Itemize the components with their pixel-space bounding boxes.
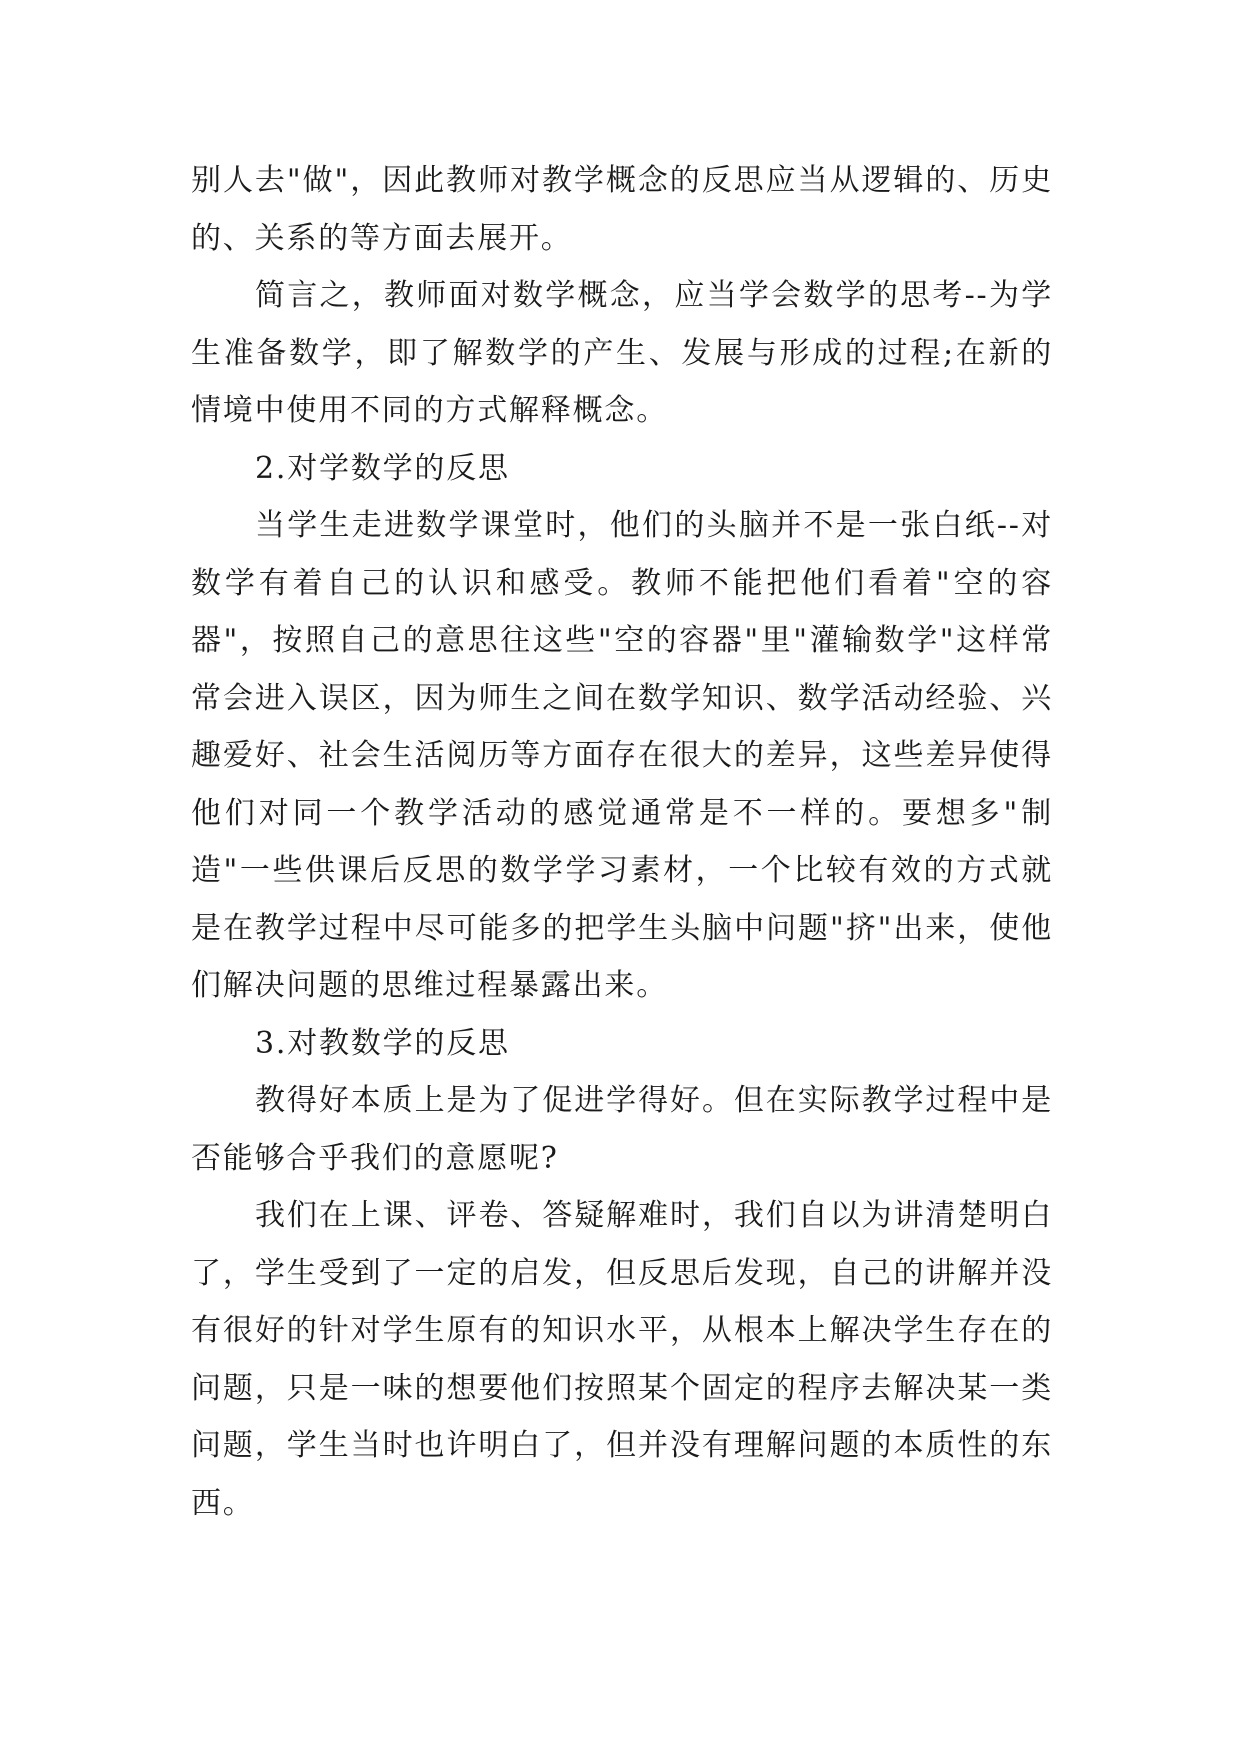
paragraph-learning-math: 当学生走进数学课堂时，他们的头脑并不是一张白纸--对数学有着自己的认识和感受。教师不能把他们看着"空的容器"，按照自己的意思往这些"空的容器"里"灌输数学"这样常常会进入误区，因为师生之间在数学知识、数学活动经验、兴趣爱好、社会生活阅历等方面存在很大的差异，这些差异使得他们对同一个教学活动的感觉通常是不一样的。要想多"制造"一些供课后反思的数学学习素材，一个比较有效的方式就是在教学过程中尽可能多的把学生头脑中问题"挤"出来，使他们解决问题的思维过程暴露出来。 <box>191 508 1053 1003</box>
paragraph-continuation: 别人去"做"，因此教师对教学概念的反思应当从逻辑的、历史的、关系的等方面去展开。 <box>191 163 1053 256</box>
paragraph-teaching-reflection: 我们在上课、评卷、答疑解难时，我们自以为讲清楚明白了，学生受到了一定的启发，但反思后发现，自己的讲解并没有很好的针对学生原有的知识水平，从根本上解决学生存在的问题，只是一味的想要他们按照某个固定的程序去解决某一类问题，学生当时也许明白了，但并没有理解问题的本质性的东西。 <box>191 1198 1053 1521</box>
paragraph-teaching-question: 教得好本质上是为了促进学得好。但在实际教学过程中是否能够合乎我们的意愿呢? <box>191 1083 1053 1176</box>
section-heading-learning-math: 2.对学数学的反思 <box>255 450 510 486</box>
section-heading-teaching-math: 3.对教数学的反思 <box>255 1025 510 1061</box>
paragraph-summary: 简言之，教师面对数学概念，应当学会数学的思考--为学生准备数学，即了解数学的产生、发展与形成的过程;在新的情境中使用不同的方式解释概念。 <box>191 278 1053 428</box>
document-body <box>191 152 1053 1532</box>
